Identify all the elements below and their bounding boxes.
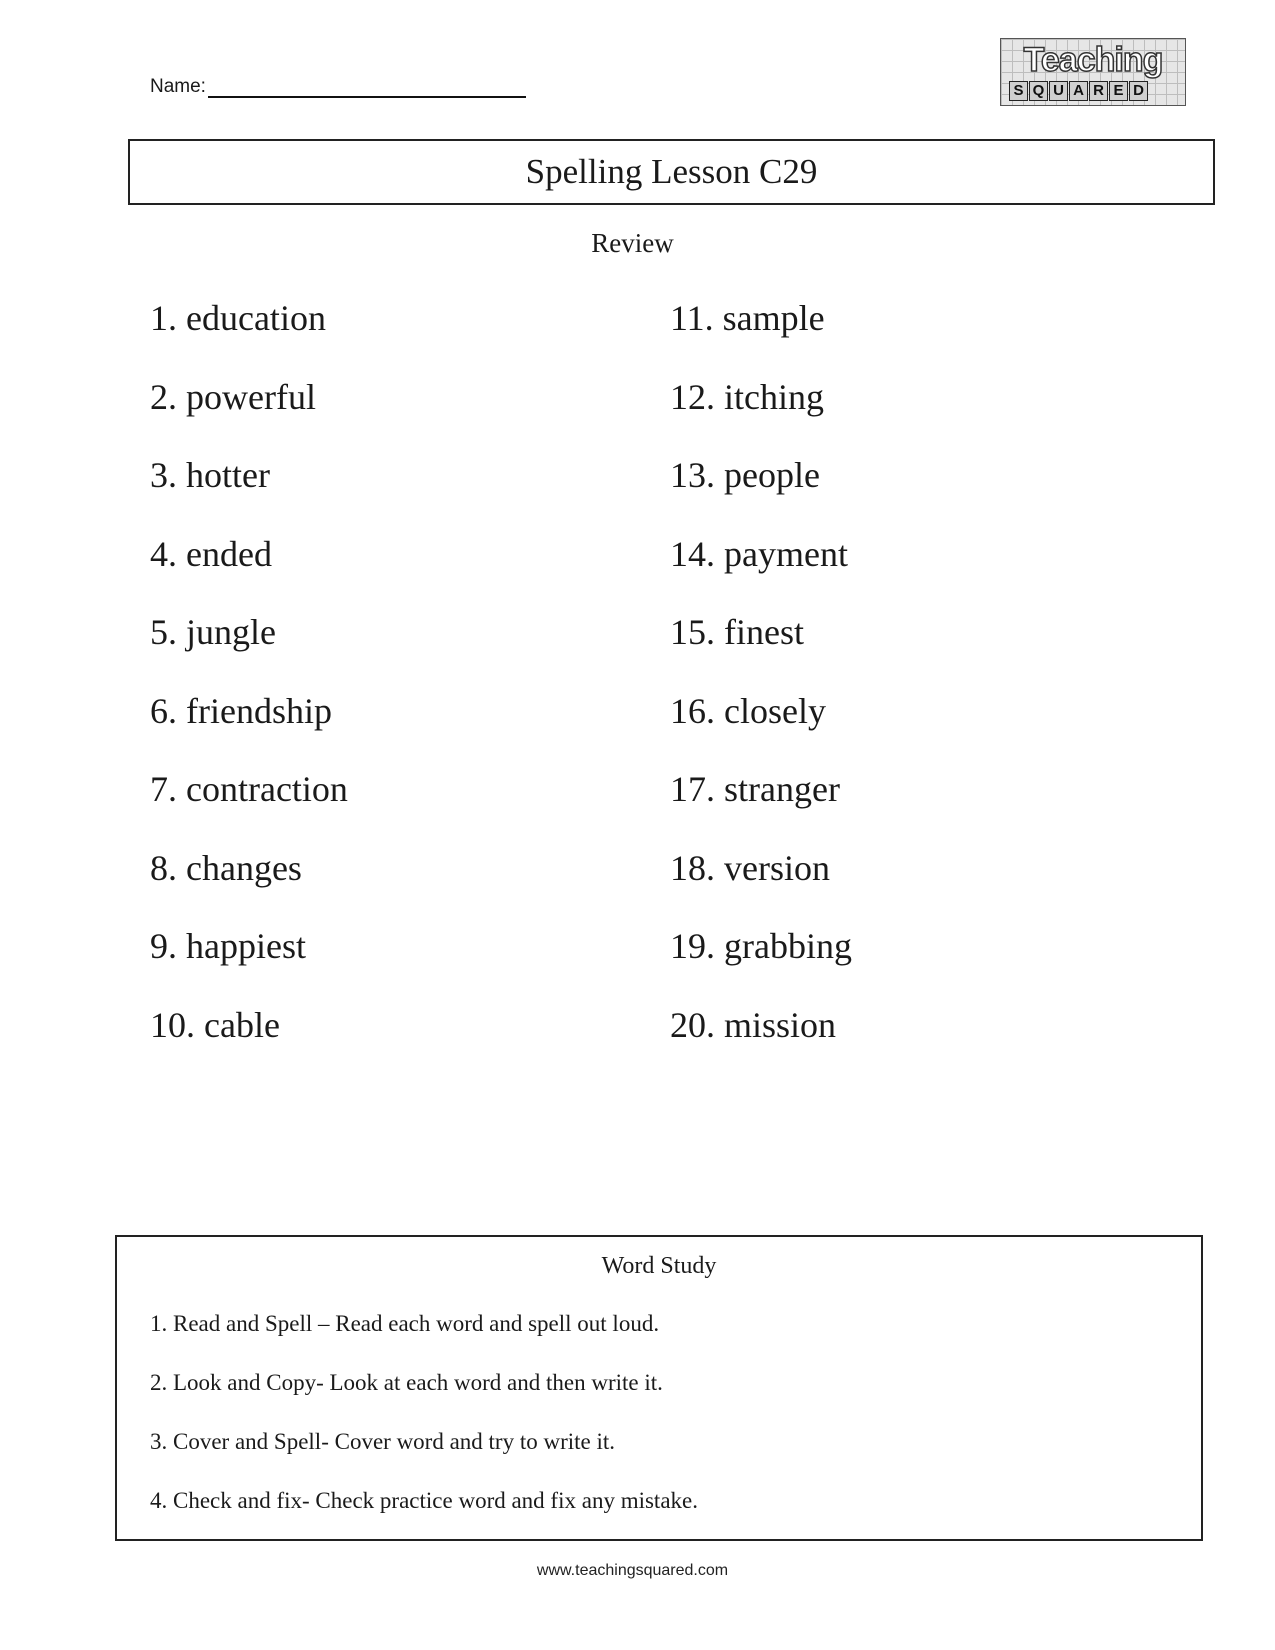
word-item: 11. sample	[670, 298, 825, 338]
lesson-subtitle: Review	[591, 228, 674, 258]
word-item: 2. powerful	[150, 376, 316, 417]
word-item: 8. changes	[150, 847, 302, 888]
lesson-title: Spelling Lesson C29	[525, 152, 818, 191]
word-item: 1. education	[150, 298, 326, 338]
logo-letter-squares	[1009, 81, 1148, 101]
word-list-right	[670, 290, 852, 1075]
word-item: 3. hotter	[150, 455, 270, 495]
word-item: 12. itching	[670, 376, 824, 417]
lesson-title-box	[128, 139, 1215, 205]
word-item: 20. mission	[670, 1004, 837, 1045]
logo-letter: S	[1009, 81, 1028, 101]
name-label: Name:	[150, 76, 206, 97]
word-item: 18. version	[670, 847, 830, 888]
word-study-box	[115, 1235, 1203, 1541]
word-study-step: 3. Cover and Spell- Cover word and try to write it.	[150, 1429, 616, 1454]
word-study-step: 2. Look and Copy- Look at each word and then write it.	[150, 1370, 663, 1395]
word-list-left	[150, 290, 348, 1075]
logo-letter: R	[1089, 81, 1108, 101]
logo-letter: Q	[1029, 81, 1048, 101]
word-item: 5. jungle	[150, 612, 276, 652]
word-item: 19. grabbing	[670, 926, 852, 966]
name-field	[150, 76, 526, 98]
logo-letter: D	[1129, 81, 1148, 101]
word-item: 16. closely	[670, 690, 826, 731]
logo-letter: A	[1069, 81, 1088, 101]
logo-letter: U	[1049, 81, 1068, 101]
word-study-step: 4. Check and fix- Check practice word and fix any mistake.	[150, 1488, 698, 1513]
word-item: 7. contraction	[150, 769, 348, 809]
word-item: 10. cable	[150, 1004, 280, 1045]
word-item: 13. people	[670, 455, 820, 495]
word-item: 15. finest	[670, 612, 804, 652]
word-study-title: Word Study	[601, 1253, 717, 1279]
word-item: 17. stranger	[670, 769, 840, 809]
word-study-step: 1. Read and Spell – Read each word and spell out loud.	[150, 1311, 660, 1336]
logo-top-text: Teaching	[1023, 41, 1163, 79]
word-study-steps	[150, 1310, 698, 1546]
word-item: 6. friendship	[150, 690, 332, 731]
word-item: 9. happiest	[150, 926, 306, 966]
teaching-squared-logo	[1000, 38, 1186, 106]
footer-url: www.teachingsquared.com	[536, 1562, 729, 1579]
word-item: 14. payment	[670, 533, 848, 574]
logo-letter: E	[1109, 81, 1128, 101]
name-blank-line	[208, 76, 526, 98]
word-item: 4. ended	[150, 533, 272, 574]
